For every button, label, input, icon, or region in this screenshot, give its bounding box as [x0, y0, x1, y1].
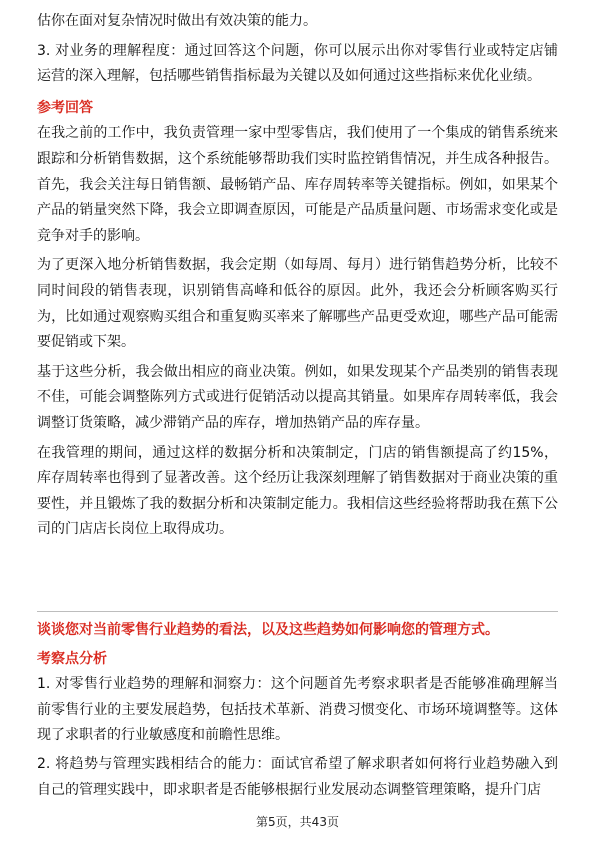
answer-paragraph-1: 在我之前的工作中，我负责管理一家中型零售店，我们使用了一个集成的销售系统来跟踪和分析销售数据，这个系统能够帮助我们实时监控销售情况，并生成各种报告。首先，我会关注每日销售额、最畅销产品、库存周转率等关键指标。例如，如果某个产品的销量突然下降，我会立即调查原因，可能是产品质量问题、市场需求变化或是竞争对手的影响。 [37, 125, 558, 244]
analysis-point-1: 1. 对零售行业趋势的理解和洞察力：这个问题首先考察求职者是否能够准确理解当前零售行业的主要发展趋势，包括技术革新、消费习惯变化、市场环境调整等。这体现了求职者的行业敏感度和前瞻性思维。 [37, 676, 558, 744]
answer-heading: 参考回答 [37, 99, 93, 116]
answer-paragraph-4: 在我管理的期间，通过这样的数据分析和决策制定，门店的销售额提高了约15%，库存周转率也得到了显著改善。这个经历让我深刻理解了销售数据对于商业决策的重要性，并且锻炼了我的数据分析和决策制定能力。我相信这些经验将帮助我在蕉下公司的门店店长岗位上取得成功。 [37, 444, 558, 538]
answer-paragraph-2: 为了更深入地分析销售数据，我会定期（如每周、每月）进行销售趋势分析，比较不同时间段的销售表现，识别销售高峰和低谷的原因。此外，我还会分析顾客购买行为，比如通过观察购买组合和重复购买率来了解哪些产品更受欢迎，哪些产品可能需要促销或下架。 [37, 257, 558, 351]
question-section [37, 618, 558, 803]
question-title: 谈谈您对当前零售行业趋势的看法，以及这些趋势如何影响您的管理方式。 [37, 622, 499, 638]
analysis-heading: 考察点分析 [37, 650, 107, 667]
analysis-point-3: 3. 对业务的理解程度：通过回答这个问题，你可以展示出你对零售行业或特定店铺运营的深入理解，包括哪些销售指标最为关键以及如何通过这些指标来优化业绩。 [37, 42, 558, 85]
page-body [37, 9, 558, 543]
section-divider [37, 611, 558, 612]
analysis-point-2: 2. 将趋势与管理实践相结合的能力：面试官希望了解求职者如何将行业趋势融入到自己的管理实践中，即求职者是否能够根据行业发展动态调整管理策略，提升门店 [37, 755, 558, 798]
continued-text: 估你在面对复杂情况时做出有效决策的能力。 [37, 13, 317, 29]
answer-paragraph-3: 基于这些分析，我会做出相应的商业决策。例如，如果发现某个产品类别的销售表现不佳，可能会调整陈列方式或进行促销活动以提高其销量。如果库存周转率低，我会调整订货策略，减少滞销产品的库存，增加热销产品的库存量。 [37, 363, 558, 431]
page-number: 第5页，共43页 [256, 815, 339, 829]
